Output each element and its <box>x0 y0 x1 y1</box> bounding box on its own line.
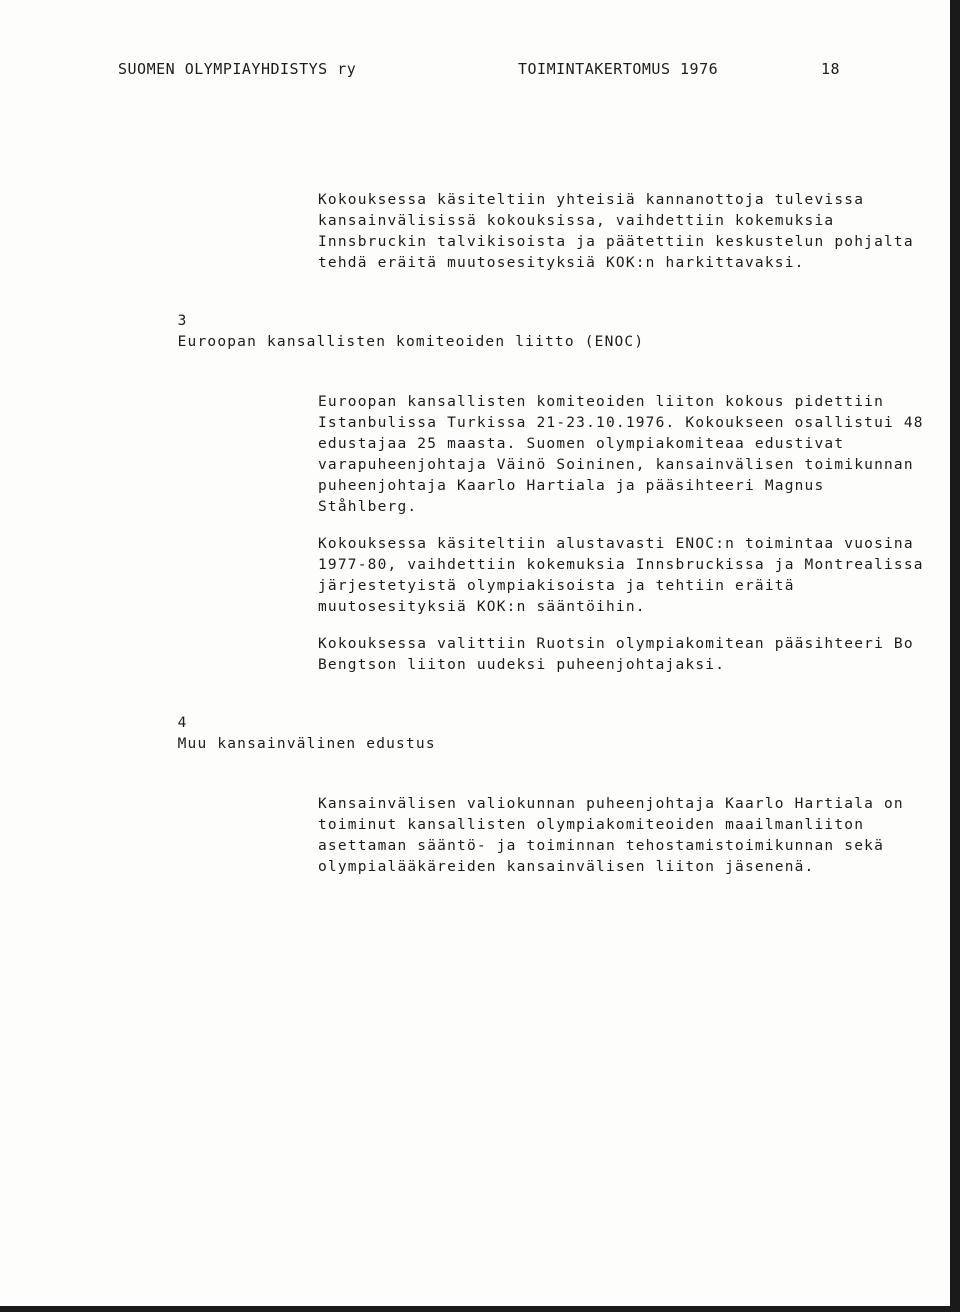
body-paragraph: Kokouksessa käsiteltiin yhteisiä kannanottoja tulevissa kansainvälisissä kokouksissa, vaihdettiin kokemuksia Innsbruckin talvikisoista ja päätettiin keskustelun pohjalta tehdä eräitä muutosesityksiä KOK:n harkittavaksi. <box>318 192 924 271</box>
section-title: Muu kansainvälinen edustus <box>177 736 436 752</box>
body-paragraph: Kokouksessa käsiteltiin alustavasti ENOC:n toimintaa vuosina 1977-80, vaihdettiin kokemuksia Innsbruckissa ja Montrealissa järjestetyistä olympiakisoista ja tehtiin eräitä muutosesityksiä KOK:n sääntöihin. <box>318 536 934 615</box>
document-body <box>118 190 933 894</box>
section-heading <box>118 692 933 776</box>
body-paragraph: Euroopan kansallisten komiteoiden liiton kokous pidettiin Istanbulissa Turkissa 21-23.10.1976. Kokoukseen osallistui 48 edustajaa 25 maasta. Suomen olympiakomiteaa edustivat varapuheenjohtaja Väinö Soininen, kansainvälisen toimikunnan puheenjohtaja Kaarlo Hartiala ja pääsihteeri Magnus Ståhlberg. <box>318 394 934 515</box>
page-header <box>118 60 840 88</box>
section-number: 4 <box>177 715 188 731</box>
body-paragraph: Kansainvälisen valiokunnan puheenjohtaja Kaarlo Hartiala on toiminut kansallisten olympiakomiteoiden maailmanliiton asettaman sääntö- ja toiminnan tehostamistoimikunnan sekä olympialääkäreiden kansainvälisen liiton jäsenenä. <box>318 796 914 875</box>
section-number: 3 <box>177 313 188 329</box>
section-heading <box>118 290 933 374</box>
organization-name: SUOMEN OLYMPIAYHDISTYS ry <box>118 60 357 78</box>
body-paragraph: Kokouksessa valittiin Ruotsin olympiakomitean pääsihteeri Bo Bengtson liiton uudeksi puheenjohtajaksi. <box>318 636 924 673</box>
report-title: TOIMINTAKERTOMUS 1976 <box>518 60 719 78</box>
section-title: Euroopan kansallisten komiteoiden liitto (ENOC) <box>177 334 645 350</box>
page-number: 18 <box>820 60 840 78</box>
